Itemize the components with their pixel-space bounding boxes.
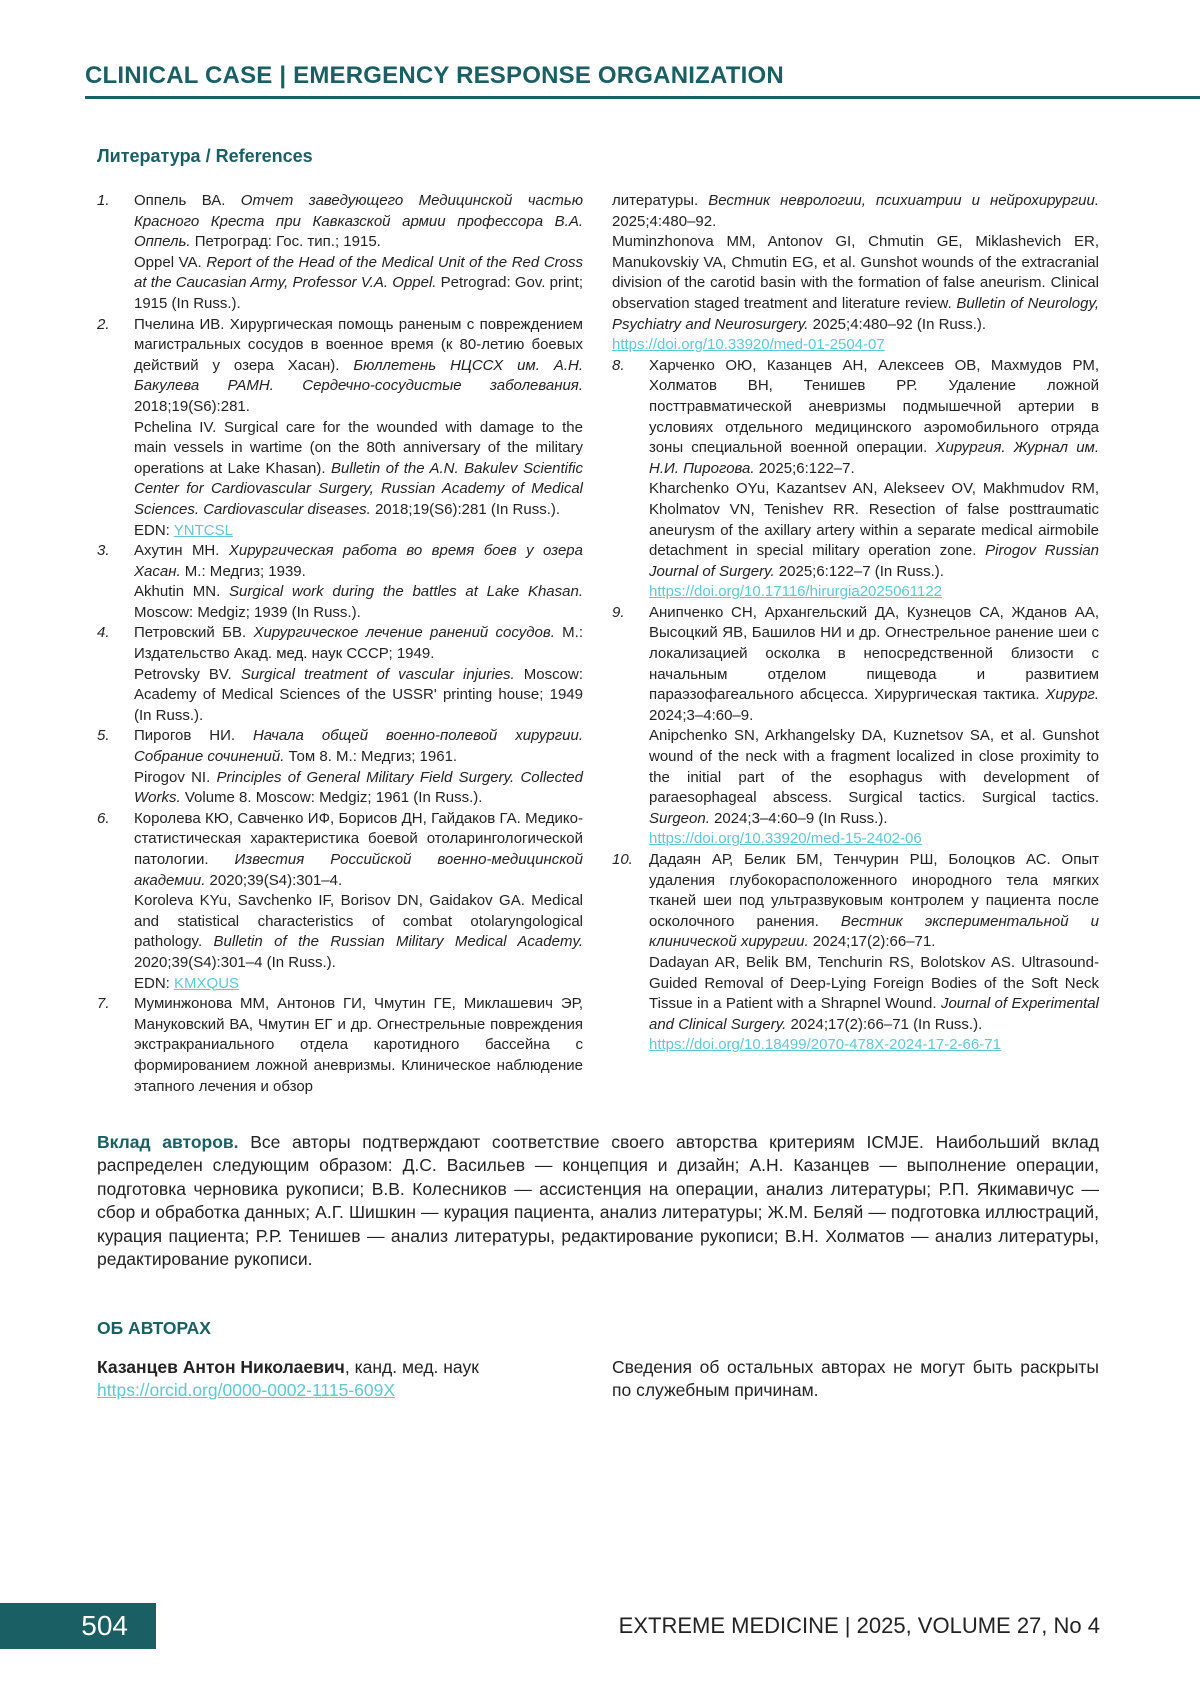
- reference-number: 1.: [97, 192, 110, 209]
- references-column-left: [97, 191, 583, 1097]
- reference-number: 6.: [97, 809, 110, 827]
- reference-number: 7.: [97, 995, 110, 1013]
- doi-link[interactable]: https://doi.org/10.33920/med-15-2402-06: [649, 830, 922, 848]
- journal-name: EXTREME MEDICINE | 2025, VOLUME 27, No 4: [618, 1613, 1100, 1638]
- page-number: 504: [0, 1603, 156, 1649]
- reference-item: 6. Королева КЮ, Савченко ИФ, Борисов ДН, Гайдаков ГА. Медико-статистическая характеристика боевой отоларингологической патологии. Известия Российской военно-медицинской академии. 2020;39(S4):301–4. Koroleva KYu, Savchenko IF, Borisov DN, Gaidakov GA. Medical and statistical characteristics of combat otolaryngological pathology. Bulletin of the Russian Military Medical Academy. 2020;39(S4):301–4 (In Russ.). EDN: KMXQUS: [97, 809, 583, 994]
- reference-number: 10.: [612, 851, 633, 868]
- author-degree: , канд. мед. наук: [344, 1357, 479, 1377]
- header-divider: [85, 96, 1200, 99]
- doi-link[interactable]: https://doi.org/10.18499/2070-478X-2024-17-2-66-71: [649, 1036, 1001, 1054]
- author-info: [97, 1356, 567, 1402]
- reference-number: 9.: [612, 603, 625, 621]
- reference-item: 7. Муминжонова ММ, Антонов ГИ, Чмутин ГЕ, Миклашевич ЭР, Мануковский ВА, Чмутин ЕГ и др. Огнестрельные повреждения экстракраниального отдела каротидного бассейна с формированием ложной аневризмы. Клиническое наблюдение этапного лечения и обзор: [97, 994, 583, 1097]
- doi-link[interactable]: https://doi.org/10.17116/hirurgia2025061122: [649, 583, 943, 601]
- section-title: CLINICAL CASE | EMERGENCY RESPONSE ORGANIZATION: [85, 62, 784, 89]
- author-contribution: [97, 1131, 1099, 1271]
- reference-item: 8. Харченко ОЮ, Казанцев АН, Алексеев ОВ, Махмудов РМ, Холматов ВН, Тенишев РР. Удаление ложной посттравматической аневризмы подмышечной артерии в условиях отдельного медицинского аэромобильного отряда зоны специальной военной операции. Хирургия. Журнал им. Н.И. Пирогова. 2025;6:122–7. Kharchenko OYu, Kazantsev AN, Alekseev OV, Makhmudov RM, Kholmatov VN, Tenishev RR. Resection of false posttraumatic aneurysm of the axillary artery within a separate medical airmobile detachment in special military operation zone. Pirogov Russian Journal of Surgery. 2025;6:122–7 (In Russ.). https://doi.org/10.17116/hirurgia2025061122: [612, 356, 1099, 603]
- reference-item: 4. Петровский БВ. Хирургическое лечение ранений сосудов. М.: Издательство Акад. мед. наук СССР; 1949. Petrovsky BV. Surgical treatment of vascular injuries. Moscow: Academy of Medical Sciences of the USSR' printing house; 1949 (In Russ.).: [97, 623, 583, 726]
- edn-link[interactable]: KMXQUS: [174, 974, 240, 992]
- reference-number: 3.: [97, 542, 110, 560]
- reference-number: 4.: [97, 624, 110, 642]
- doi-link[interactable]: https://doi.org/10.33920/med-01-2504-07: [612, 336, 885, 354]
- other-authors-note: Сведения об остальных авторах не могут быть раскрыты по служебным причинам.: [612, 1357, 1099, 1400]
- author-name: Казанцев Антон Николаевич: [97, 1357, 345, 1377]
- reference-number: 5.: [97, 727, 110, 745]
- reference-item: 2. Пчелина ИВ. Хирургическая помощь раненым с повреждением магистральных сосудов в военное время (к 80-летию боевых действий у озера Хасан). Бюллетень НЦССХ им. А.Н. Бакулева РАМН. Сердечно-сосудистые заболевания. 2018;19(S6):281. Pchelina IV. Surgical care for the wounded with damage to the main vessels in wartime (on the 80th anniversary of the military operations at Lake Khasan). Bulletin of the A.N. Bakulev Scientific Center for Cardiovascular Surgery, Russian Academy of Medical Sciences. Cardiovascular diseases. 2018;19(S6):281 (In Russ.). EDN: YNTCSL: [97, 315, 583, 542]
- reference-item: 1. Оппель ВА. Отчет заведующего Медицинской частью Красного Креста при Кавказской армии профессора В.А. Оппель. Петроград: Гос. тип.; 1915. Oppel VA. Report of the Head of the Medical Unit of the Red Cross at the Caucasian Army, Professor V.A. Oppel. Petrograd: Gov. print; 1915 (In Russ.).: [97, 191, 583, 315]
- reference-item: 10. Дадаян АР, Белик БМ, Тенчурин РШ, Болоцков АС. Опыт удаления глубокорасположенного инородного тела мягких тканей шеи под ультразвуковым контролем у пациента после осколочного ранения. Вестник экспериментальной и клинической хирургии. 2024;17(2):66–71. Dadayan AR, Belik BM, Tenchurin RS, Bolotskov AS. Ultrasound-Guided Removal of Deep-Lying Foreign Bodies of the Soft Neck Tissue in a Patient with a Shrapnel Wound. Journal of Experimental and Clinical Surgery. 2024;17(2):66–71 (In Russ.). https://doi.org/10.18499/2070-478X-2024-17-2-66-71: [612, 850, 1099, 1056]
- reference-continuation: литературы. Вестник неврологии, психиатрии и нейрохирургии. 2025;4:480–92.: [612, 192, 1100, 230]
- reference-item: 3. Ахутин МН. Хирургическая работа во время боев у озера Хасан. М.: Медгиз; 1939. Akhutin MN. Surgical work during the battles at Lake Khasan. Moscow: Medgiz; 1939 (In Russ.).: [97, 541, 583, 623]
- reference-item: 5. Пирогов НИ. Начала общей военно-полевой хирургии. Собрание сочинений. Том 8. М.: Медгиз; 1961. Pirogov NI. Principles of General Military Field Surgery. Collected Works. Volume 8. Moscow: Medgiz; 1961 (In Russ.).: [97, 726, 583, 808]
- references-column-right: литературы. Вестник неврологии, психиатрии и нейрохирургии. 2025;4:480–92. Muminzhonova MM, Antonov GI, Chmutin GE, Miklashevich ER, Manukovskiy VA, Chmutin EG, et al. Gunshot wounds of the extracranial division of the carotid basin with the formation of false aneurism. Clinical observation staged treatment and literature review. Bulletin of Neurology, Psychiatry and Neurosurgery. 2025;4:480–92 (In Russ.). https://doi.org/10.33920/med-01-2504-07 8. Харченко ОЮ, Казанцев АН, Алексеев ОВ, Махмудов РМ, Холматов ВН, Тенишев РР. Удаление ложной посттравматической аневризмы подмышечной артерии в условиях отдельного медицинского аэромобильного отряда зоны специальной военной операции. Хирургия. Журнал им. Н.И. Пирогова. 2025;6:122–7. Kharchenko OYu, Kazantsev AN, Alekseev OV, Makhmudov RM, Kholmatov VN, Tenishev RR. Resection of false posttraumatic aneurysm of the axillary artery within a separate medical airmobile detachment in special military operation zone. Pirogov Russian Journal of Surgery. 2025;6:122–7 (In Russ.). https://doi.org/10.17116/hirurgia2025061122 9. Анипченко СН, Архангельский ДА, Кузнецов СА, Жданов АА, Высоцкий ЯВ, Башилов НИ и др. Огнестрельное ранение шеи с локализацией осколка в непосредственной близости с начальным отделом пищевода и развитием параэзофагеального абсцесса. Хирургическая тактика. Хирург. 2024;3–4:60–9. Anipchenko SN, Arkhangelsky DA, Kuznetsov SA, et al. Gunshot wound of the neck with a fragment localized in close proximity to the initial part of the esophagus with development of paraesophageal abscess. Surgical tactics. Surgical tactics. Surgeon. 2024;3–4:60–9 (In Russ.). https://doi.org/10.33920/med-15-2402-06 10. Дадаян АР, Белик БМ, Тенчурин РШ, Болоцков АС. Опыт удаления глубокорасположенного инородного тела мягких тканей шеи под ультразвуковым контролем у пациента после осколочного ранения. Вестник экспериментальной и клинической хирургии. 2024;17(2):66–71. Dadayan AR, Belik BM, Tenchurin RS, Bolotskov AS. Ultrasound-Guided Removal of Deep-Lying Foreign Bodies of the Soft Neck Tissue in a Patient with a Shrapnel Wound. Journal of Experimental and Clinical Surgery. 2024;17(2):66–71 (In Russ.). https://doi.org/10.18499/2070-478X-2024-17-2-66-71: [612, 191, 1099, 1056]
- about-authors-heading: ОБ АВТОРАХ: [97, 1318, 211, 1338]
- reference-item: 9. Анипченко СН, Архангельский ДА, Кузнецов СА, Жданов АА, Высоцкий ЯВ, Башилов НИ и др. Огнестрельное ранение шеи с локализацией осколка в непосредственной близости с начальным отделом пищевода и развитием параэзофагеального абсцесса. Хирургическая тактика. Хирург. 2024;3–4:60–9. Anipchenko SN, Arkhangelsky DA, Kuznetsov SA, et al. Gunshot wound of the neck with a fragment localized in close proximity to the initial part of the esophagus with development of paraesophageal abscess. Surgical tactics. Surgical tactics. Surgeon. 2024;3–4:60–9 (In Russ.). https://doi.org/10.33920/med-15-2402-06: [612, 603, 1099, 850]
- orcid-link[interactable]: https://orcid.org/0000-0002-1115-609X: [97, 1380, 396, 1400]
- reference-number: 8.: [612, 356, 625, 374]
- contribution-text: Все авторы подтверждают соответствие своего авторства критериям ICMJE. Наибольший вклад распределен следующим образом: Д.С. Васильев — концепция и дизайн; А.Н. Казанцев — выполнение операции, подготовка черновика рукописи; В.В. Колесников — ассистенция на операции, анализ литературы; Р.П. Якимавичус — сбор и обработка данных; А.Г. Шишкин — курация пациента, анализ литературы; Ж.М. Беляй — подготовка иллюстраций, курация пациента; Р.Р. Тенишев — анализ литературы, редактирование рукописи; В.Н. Холматов — анализ литературы, редактирование рукописи.: [97, 1132, 1099, 1270]
- reference-number: 2.: [97, 315, 110, 333]
- edn-link[interactable]: YNTCSL: [173, 521, 233, 539]
- references-heading: Литература / References: [97, 146, 313, 166]
- contribution-label: Вклад авторов.: [97, 1132, 239, 1152]
